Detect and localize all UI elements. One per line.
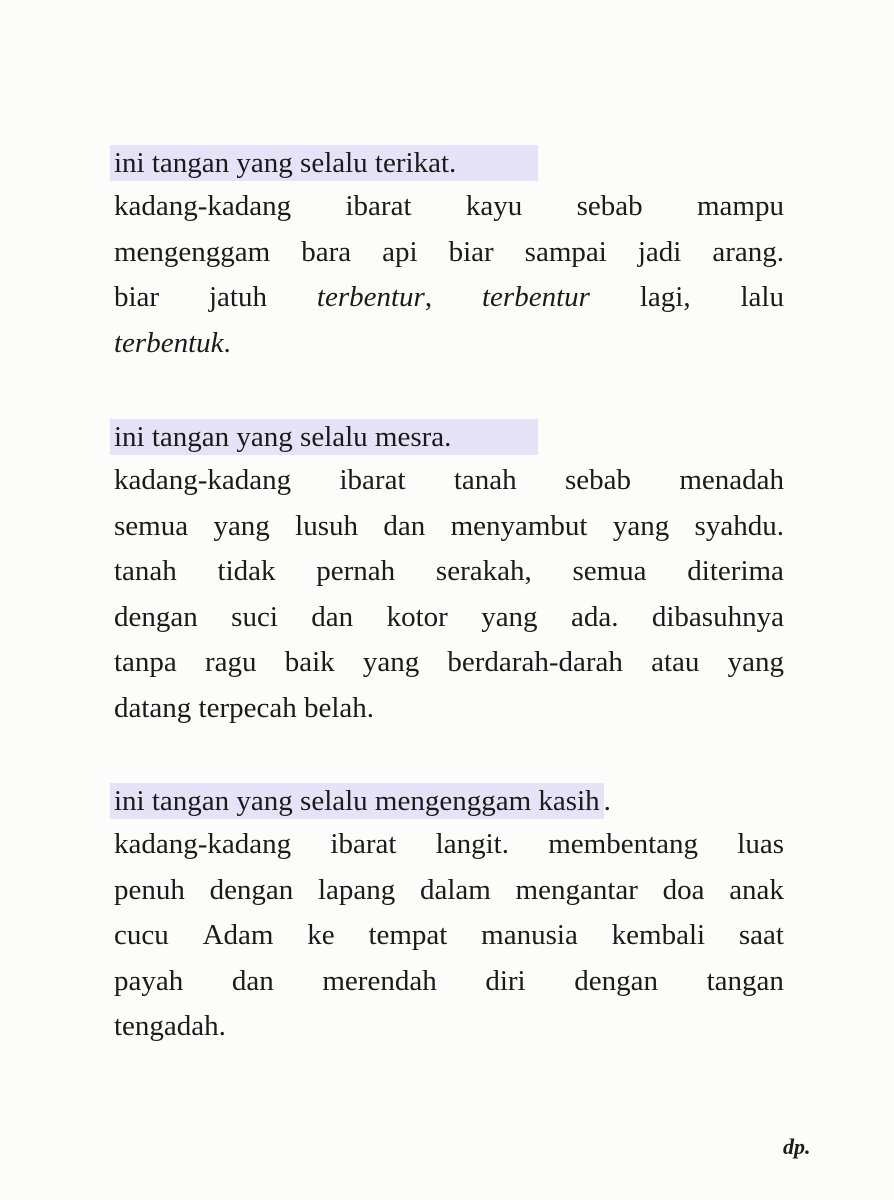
word: suci [231,600,278,633]
word: sebab [564,464,631,496]
word: kembali [611,919,706,951]
stanza-2-line-5 [114,640,784,686]
word: diri [485,964,526,997]
italic-word: terbentuk [114,326,224,359]
word: dengan [209,873,294,906]
signature: dp. [783,1134,811,1159]
word: cucu [114,919,169,951]
italic-word: terbentur [316,281,425,313]
word: yang [362,646,420,678]
stanza-1-line-2 [114,230,784,276]
word: syahdu. [694,509,784,542]
stanza-3-line-1 [114,822,784,868]
stanza-3-line-5: tengadah. [114,1010,226,1042]
stanza-3-heading [114,781,784,822]
word: penuh [114,873,185,906]
word: luas [737,828,784,860]
word: lapang [318,873,396,906]
stanza-2-line-2 [114,504,784,550]
word: pernah [316,555,396,587]
word: serakah, [435,555,532,587]
word: kayu [465,190,523,222]
word: mampu [696,190,784,222]
word: semua [572,555,647,587]
word: berdarah-darah [447,646,623,678]
stanza-2-heading [114,417,784,458]
word: kadang-kadang [114,464,292,496]
word: merendah [322,964,437,997]
word: atau [651,646,700,678]
word: tempat [368,919,448,951]
word: tidak [217,555,276,587]
word: sampai [524,235,607,268]
word: anak [729,873,784,906]
stanza-2-heading-highlight: ini tangan yang selalu mesra. [110,419,538,455]
stanza-2-line-3 [114,549,784,595]
stanza-3-line-2 [114,868,784,914]
word: tanpa [114,646,177,678]
stanza-1-line-3 [114,275,784,321]
word: langit. [435,828,509,860]
stanza-2-body [114,458,784,731]
word: doa [662,873,705,906]
word: diterima [687,555,784,587]
word: ragu [205,646,257,678]
word: semua [114,509,189,542]
word: kadang-kadang [114,828,292,860]
word: lalu [740,281,784,313]
word: ibarat [345,190,412,222]
stanza-3-heading-highlight: ini tangan yang selalu mengenggam kasih [110,783,604,819]
stanza-3-body [114,822,784,1050]
word: bara [301,235,352,268]
word: tanah [114,555,177,587]
stanza-1 [114,143,784,366]
word: dan [383,509,426,542]
word: membentang [548,828,699,860]
word: mengenggam [114,235,271,268]
word: dalam [420,873,491,906]
word: kadang-kadang [114,190,292,222]
stanza-1-line-1 [114,184,784,230]
word: jadi [637,235,682,268]
word: arang. [712,235,784,268]
stanza-2-line-4 [114,595,784,641]
stanza-3-heading-period: . [603,785,611,817]
stanza-2-line-6: datang terpecah belah. [114,691,375,724]
word: dibasuhnya [651,600,784,633]
word: dan [231,964,274,997]
word: sebab [576,190,643,222]
stanza-3-line-3 [114,913,784,959]
word: baik [284,646,335,678]
word: tangan [706,964,784,997]
word: yang [213,509,270,542]
stanza-2-line-1 [114,458,784,504]
word: dengan [114,600,198,633]
stanza-1-heading [114,143,784,184]
word: kotor [386,600,448,633]
stanza-1-heading-highlight: ini tangan yang selalu terikat. [110,145,538,181]
italic-word: terbentur [482,281,590,313]
word: ibarat [330,828,397,860]
word: dengan [574,964,658,997]
word: lusuh [295,509,358,542]
word: api [382,235,418,268]
word: yang [612,509,670,542]
word: ke [307,919,335,951]
word: lagi, [639,281,691,313]
word: biar [448,235,494,268]
word: mengantar [515,873,638,906]
word: biar [114,281,160,313]
word: ibarat [339,464,406,496]
stanza-3-line-4 [114,959,784,1005]
stanza-1-body [114,184,784,366]
stanza-1-line-4: terbentuk. [114,326,231,359]
word: saat [738,919,784,951]
word: payah [114,964,184,997]
word: tanah [453,464,517,496]
word: yang [727,646,784,678]
word: dan [311,600,354,633]
word: manusia [481,919,578,951]
word: yang [481,600,538,633]
word: ada. [570,600,619,633]
word: jatuh [209,281,267,313]
word-italic: terbentur, [316,281,433,313]
word: Adam [202,919,274,951]
stanza-3 [114,781,784,1050]
stanza-2 [114,417,784,731]
word: menyambut [450,509,588,542]
word: menadah [679,464,784,496]
